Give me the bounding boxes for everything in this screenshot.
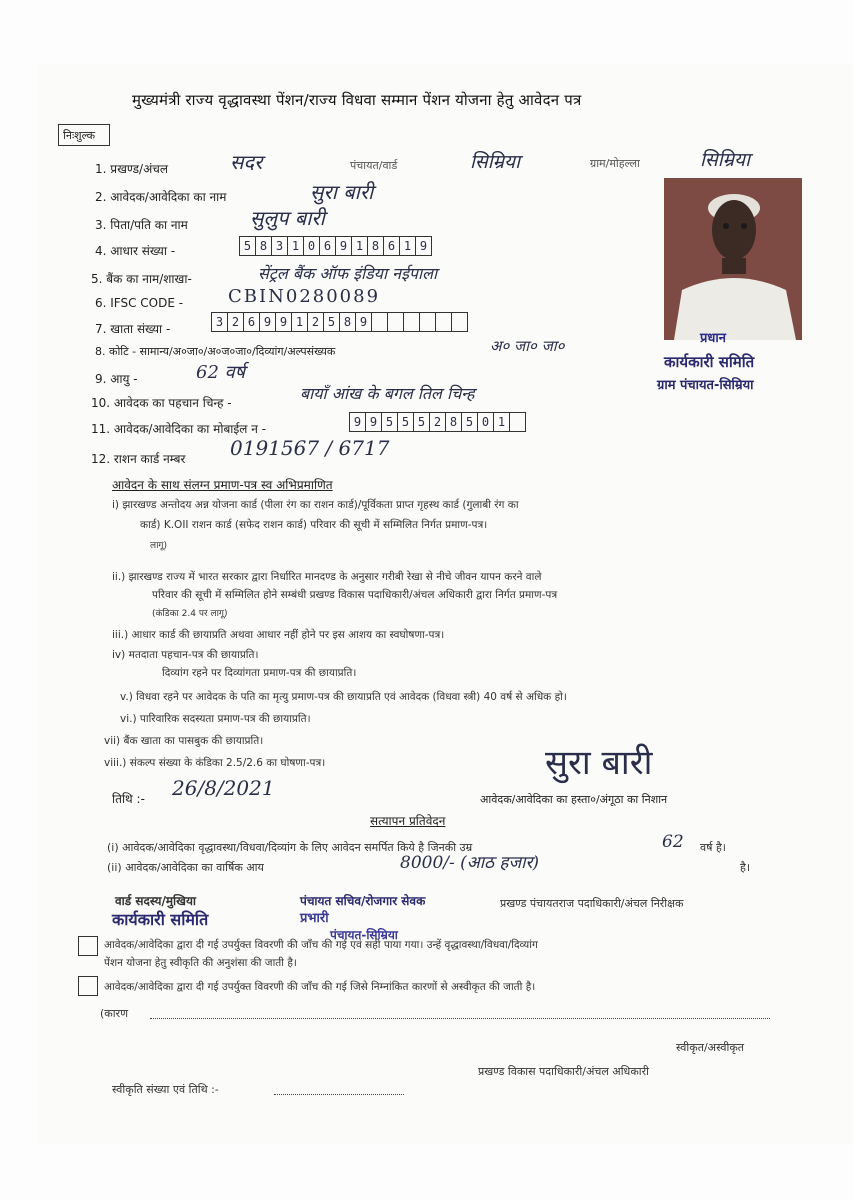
- attachment-item: iii.) आधार कार्ड की छायाप्रति अथवा आधार नहीं होने पर इस आशय का स्वघोषणा-पत्र।: [112, 629, 445, 641]
- digit-cell: 3: [211, 312, 228, 332]
- digit-cell: 9: [349, 412, 366, 432]
- reason-line[interactable]: [150, 1018, 770, 1019]
- aadhaar-boxes: [240, 236, 432, 256]
- photo-stamp-panchayat: ग्राम पंचायत-सिम्रिया: [657, 378, 754, 393]
- digit-cell: 1: [351, 236, 368, 256]
- digit-cell: 6: [383, 236, 400, 256]
- digit-cell: 0: [477, 412, 494, 432]
- id-mark-value: बायाँ आंख के बगल तिल चिन्ह: [300, 384, 475, 403]
- village-label: ग्राम/मोहल्ला: [590, 157, 640, 170]
- recommend-text: आवेदक/आवेदिका द्वारा दी गई उपर्युक्त विवरणी की जाँच की गई एवं सही पाया गया। उन्हें वृद्धावस्था/विधवा/दिव्यांग: [104, 939, 538, 951]
- role-ward: वार्ड सदस्य/मुखिया: [115, 894, 197, 908]
- attachment-item: (कंडिका 2.4 पर लागू): [152, 609, 228, 619]
- signature-label: आवेदक/आवेदिका का हस्ता०/अंगूठा का निशान: [480, 793, 668, 806]
- mobile-boxes: [350, 412, 526, 432]
- account-label: 7. खाता संख्या -: [95, 322, 171, 336]
- digit-cell: 0: [303, 236, 320, 256]
- aadhaar-label: 4. आधार संख्या -: [95, 244, 176, 258]
- digit-cell: 5: [323, 312, 340, 332]
- attachment-item: viii.) संकल्प संख्या के कंडिका 2.5/2.6 का घोषणा-पत्र।: [104, 757, 326, 769]
- applicant-name-value: सुरा बारी: [310, 180, 374, 204]
- digit-cell: 1: [291, 312, 308, 332]
- digit-cell: 1: [493, 412, 510, 432]
- mobile-label: 11. आवेदक/आवेदिका का मोबाईल न -: [91, 422, 267, 436]
- block-label: 1. प्रखण्ड/अंचल: [95, 162, 168, 176]
- digit-cell: 5: [397, 412, 414, 432]
- digit-cell: 1: [399, 236, 416, 256]
- attachment-item: कार्ड) K.OII राशन कार्ड (सफेद राशन कार्ड) परिवार की सूची में सम्मिलित निर्गत प्रमाण-पत्र।: [140, 519, 488, 531]
- digit-cell: 9: [355, 312, 372, 332]
- verification-line1-end: वर्ष है।: [700, 841, 726, 854]
- applicant-signature: सुरा बारी: [545, 743, 653, 783]
- recommend-text-2: पेंशन योजना हेतु स्वीकृति की अनुशंसा की जाती है।: [104, 957, 297, 969]
- attachment-item: दिव्यांग रहने पर दिव्यांगता प्रमाण-पत्र की छायाप्रति।: [162, 667, 357, 679]
- attachment-item: i) झारखण्ड अन्तोदय अन्न योजना कार्ड (पीला रंग का राशन कार्ड)/पूर्विकता प्राप्त गृहस्थ कार्ड (गुलाबी रंग का: [112, 499, 519, 511]
- digit-cell: 9: [365, 412, 382, 432]
- digit-cell: [403, 312, 420, 332]
- date-label: तिथि :-: [112, 792, 145, 806]
- age-label: 9. आयु -: [95, 372, 138, 386]
- digit-cell: 2: [429, 412, 446, 432]
- digit-cell: 1: [287, 236, 304, 256]
- id-mark-label: 10. आवेदक का पहचान चिन्ह -: [91, 396, 232, 410]
- photo-stamp-committee: कार्यकारी समिति: [664, 353, 755, 371]
- digit-cell: 6: [319, 236, 336, 256]
- digit-cell: 8: [339, 312, 356, 332]
- father-name-label: 3. पिता/पति का नाम: [95, 218, 188, 232]
- panchayat-value: सिम्रिया: [470, 151, 520, 173]
- ration-card-label: 12. राशन कार्ड नम्बर: [91, 452, 186, 466]
- digit-cell: 3: [271, 236, 288, 256]
- digit-cell: [509, 412, 526, 432]
- recommend-checkbox[interactable]: [78, 936, 98, 956]
- person-photo-icon: [664, 178, 802, 340]
- officer-label: प्रखण्ड विकास पदाधिकारी/अंचल अधिकारी: [478, 1065, 649, 1078]
- attachment-item: परिवार की सूची में सम्मिलित होने सम्बंधी प्रखण्ड विकास पदाधिकारी/अंचल अधिकारी द्वारा निर्गत प्रमाण-पत्र: [152, 589, 558, 601]
- attachment-item: vii) बैंक खाता का पासबुक की छायाप्रति।: [104, 735, 264, 747]
- digit-cell: 9: [275, 312, 292, 332]
- attachment-item: vi.) पारिवारिक सदस्यता प्रमाण-पत्र की छायाप्रति।: [120, 713, 311, 725]
- digit-cell: 9: [259, 312, 276, 332]
- digit-cell: [435, 312, 452, 332]
- mid-stamp-2: पंचायत-सिम्रिया: [330, 928, 398, 942]
- digit-cell: 8: [367, 236, 384, 256]
- reject-checkbox[interactable]: [78, 976, 98, 996]
- age-value: 62 वर्ष: [196, 362, 246, 383]
- attachment-item: ii.) झारखण्ड राज्य में भारत सरकार द्वारा निर्धारित मानदण्ड के अनुसार गरीबी रेखा से नीचे जीवन यापन करने वाले: [112, 571, 542, 583]
- ifsc-value: CBIN0280089: [228, 286, 381, 307]
- panchayat-label: पंचायत/वार्ड: [350, 159, 398, 172]
- role-block-officer: प्रखण्ड पंचायतराज पदाधिकारी/अंचल निरीक्षक: [500, 897, 684, 910]
- digit-cell: [419, 312, 436, 332]
- digit-cell: 8: [255, 236, 272, 256]
- date-value: 26/8/2021: [172, 776, 275, 800]
- attachments-heading: आवेदन के साथ संलग्न प्रमाण-पत्र स्व अभिप्रमाणित: [112, 478, 333, 492]
- photo-stamp-pradhan: प्रधान: [700, 331, 726, 346]
- digit-cell: 2: [307, 312, 324, 332]
- category-value: अ० जा० जा०: [490, 337, 565, 355]
- account-boxes: [212, 312, 468, 332]
- form-title: मुख्यमंत्री राज्य वृद्धावस्था पेंशन/राज्य विधवा सम्मान पेंशन योजना हेतु आवेदन पत्र: [132, 91, 582, 109]
- digit-cell: 5: [381, 412, 398, 432]
- verification-age: 62: [662, 832, 684, 852]
- ifsc-label: 6. IFSC CODE -: [95, 296, 184, 310]
- mid-stamp-1: प्रभारी: [300, 911, 329, 926]
- block-value: सदर: [230, 150, 263, 174]
- approve-label: स्वीकृत/अस्वीकृत: [676, 1041, 745, 1054]
- verification-line2: (ii) आवेदक/आवेदिका का वार्षिक आय: [107, 861, 264, 874]
- attachment-item: iv) मतदाता पहचान-पत्र की छायाप्रति।: [112, 649, 259, 661]
- digit-cell: [371, 312, 388, 332]
- digit-cell: [387, 312, 404, 332]
- father-name-value: सुलुप बारी: [250, 206, 325, 230]
- verification-line1: (i) आवेदक/आवेदिका वृद्धावस्था/विधवा/दिव्यांग के लिए आवेदन समर्पित किये है जिनकी उम्र: [107, 841, 473, 854]
- verification-income: 8000/- (आठ हजार): [400, 853, 540, 873]
- free-label: निःशुल्क: [63, 129, 96, 142]
- digit-cell: 2: [227, 312, 244, 332]
- digit-cell: 9: [335, 236, 352, 256]
- digit-cell: 8: [445, 412, 462, 432]
- sanction-line[interactable]: [274, 1094, 404, 1095]
- bank-label: 5. बैंक का नाम/शाखा-: [91, 272, 192, 286]
- committee-stamp: कार्यकारी समिति: [112, 910, 209, 929]
- digit-cell: 5: [461, 412, 478, 432]
- village-value: सिम्रिया: [700, 149, 750, 171]
- attachment-item: लागू): [150, 541, 168, 551]
- reject-text: आवेदक/आवेदिका द्वारा दी गई उपर्युक्त विवरणी की जाँच की गई जिसे निम्नांकित कारणों से अस्वीकृत की जाती है।: [104, 981, 536, 993]
- ration-card-value: 0191567 / 6717: [230, 436, 390, 460]
- verification-heading: सत्यापन प्रतिवेदन: [370, 814, 446, 828]
- sanction-label: स्वीकृति संख्या एवं तिथि :-: [112, 1083, 219, 1096]
- digit-cell: 6: [243, 312, 260, 332]
- reason-label: (कारण: [100, 1007, 129, 1020]
- role-secretary: पंचायत सचिव/रोजगार सेवक: [300, 894, 426, 908]
- digit-cell: [451, 312, 468, 332]
- applicant-photo: [664, 178, 802, 340]
- category-label: 8. कोटि - सामान्य/अ०जा०/अ०ज०जा०/दिव्यांग/अल्पसंख्यक: [95, 345, 336, 358]
- attachment-item: v.) विधवा रहने पर आवेदक के पति का मृत्यु प्रमाण-पत्र की छायाप्रति एवं आवेदक (विधवा स्त्री) 40 वर्ष से अधिक हो।: [120, 691, 567, 703]
- verification-line2-end: है।: [740, 861, 751, 874]
- applicant-name-label: 2. आवेदक/आवेदिका का नाम: [95, 190, 227, 204]
- digit-cell: 5: [413, 412, 430, 432]
- bank-value: सेंट्रल बैंक ऑफ इंडिया नईपाला: [258, 264, 438, 283]
- digit-cell: 9: [415, 236, 432, 256]
- digit-cell: 5: [239, 236, 256, 256]
